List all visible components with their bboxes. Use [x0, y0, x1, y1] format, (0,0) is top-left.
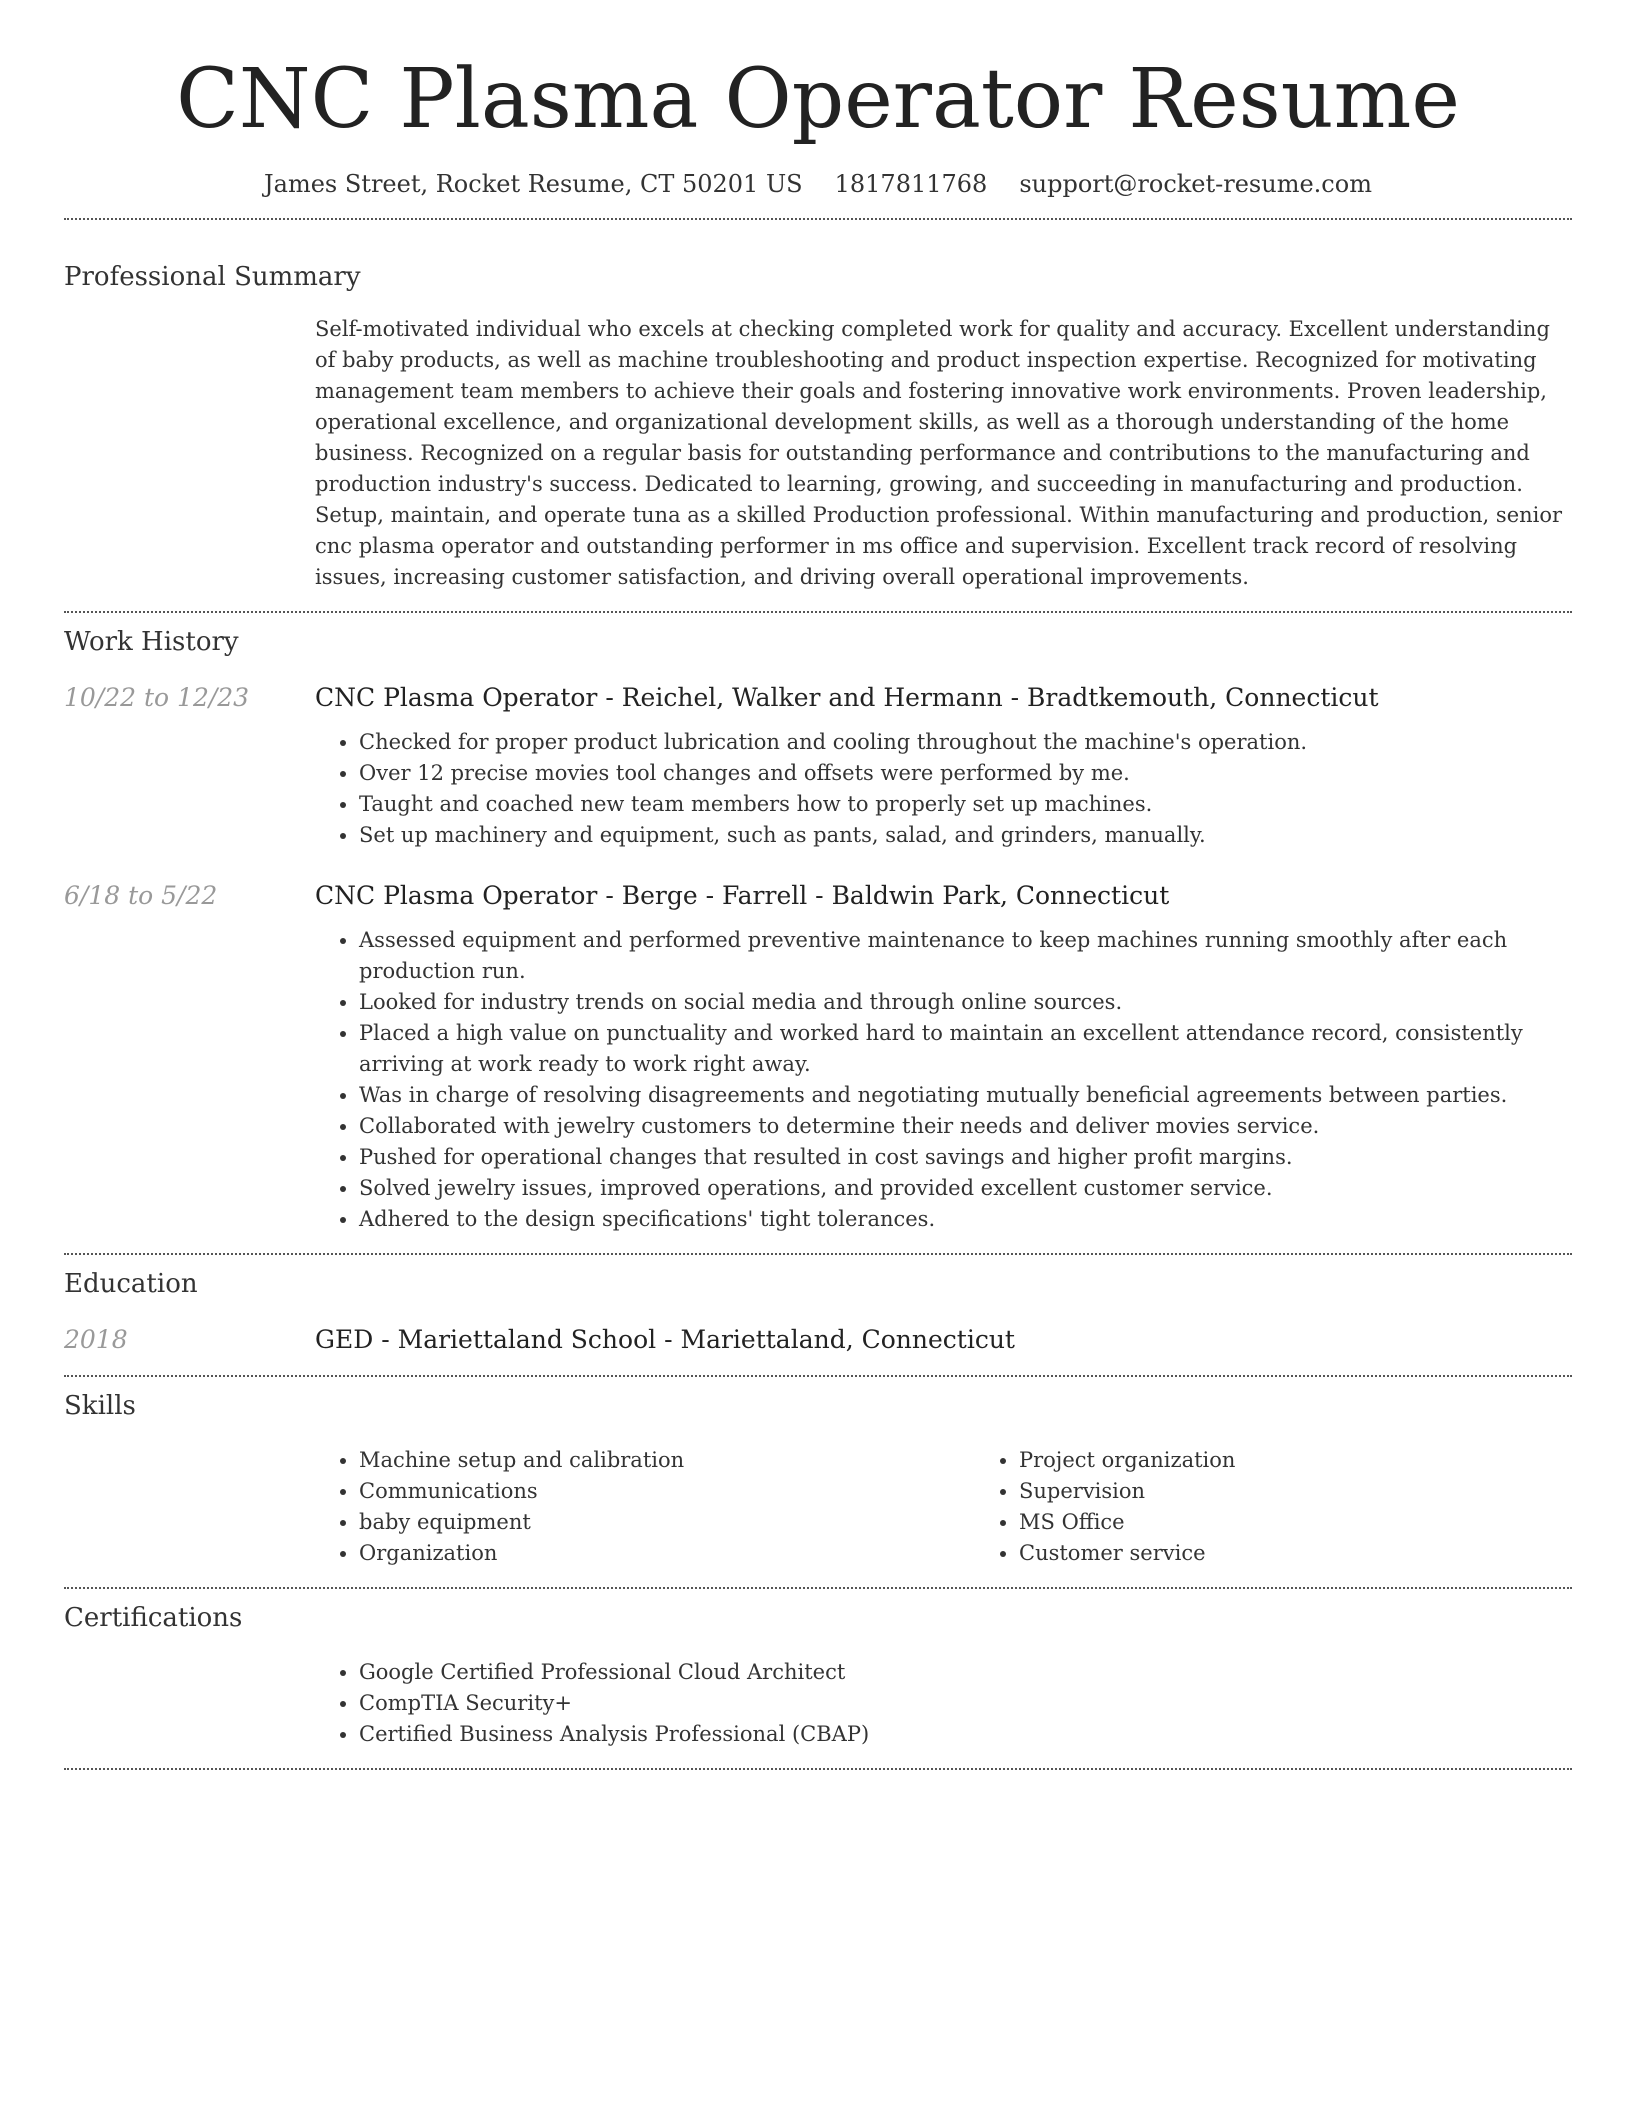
contact-address: James Street, Rocket Resume, CT 50201 US [264, 170, 803, 198]
education-degree: GED - Mariettaland School - Mariettaland, Connecticut [315, 1325, 1015, 1354]
education-section [64, 1267, 1572, 1357]
list-item: • Customer service [1019, 1538, 1632, 1569]
list-item: • Was in charge of resolving disagreements and negotiating mutually beneficial agreements between parties. [359, 1080, 1572, 1111]
list-item: • MS Office [1019, 1507, 1632, 1538]
list-item: • Adhered to the design specifications' tight tolerances. [359, 1204, 1572, 1235]
certifications-section [64, 1601, 1572, 1750]
list-item: • Assessed equipment and performed preventive maintenance to keep machines running smoothly after each production run. [359, 925, 1572, 987]
job-title: CNC Plasma Operator - Reichel, Walker and Hermann - Bradtkemouth, Connecticut [315, 683, 1379, 712]
list-item: • Google Certified Professional Cloud Architect [359, 1657, 1572, 1688]
list-item: • Communications [359, 1476, 975, 1507]
list-item: • Project organization [1019, 1445, 1632, 1476]
certifications-list [315, 1657, 1572, 1750]
list-item: • Looked for industry trends on social media and through online sources. [359, 987, 1572, 1018]
list-item: • Supervision [1019, 1476, 1632, 1507]
list-item: • Pushed for operational changes that resulted in cost savings and higher profit margins. [359, 1142, 1572, 1173]
contact-phone: 1817811768 [834, 170, 988, 198]
list-item: • Placed a high value on punctuality and worked hard to maintain an excellent attendance record, consistently arriving at work ready to work right away. [359, 1018, 1572, 1080]
job-dates: 6/18 to 5/22 [64, 881, 218, 910]
list-item: • Organization [359, 1538, 975, 1569]
divider [64, 1587, 1572, 1589]
education-year: 2018 [64, 1325, 128, 1354]
summary-section [64, 260, 1572, 593]
work-history-section [64, 625, 1572, 1235]
skills-heading: Skills [64, 1391, 136, 1421]
skills-list-right [975, 1445, 1632, 1569]
list-item: • Collaborated with jewelry customers to determine their needs and deliver movies service. [359, 1111, 1572, 1142]
work-history-heading: Work History [64, 627, 239, 657]
list-item: • Taught and coached new team members how to properly set up machines. [359, 789, 1572, 820]
certifications-heading: Certifications [64, 1603, 243, 1633]
contact-email: support@rocket-resume.com [1019, 170, 1372, 198]
list-item: • CompTIA Security+ [359, 1688, 1572, 1719]
list-item: • baby equipment [359, 1507, 975, 1538]
resume-page [64, 0, 1572, 1770]
divider [64, 1253, 1572, 1255]
divider [64, 218, 1572, 220]
skills-list-left [315, 1445, 975, 1569]
list-item: • Solved jewelry issues, improved operations, and provided excellent customer service. [359, 1173, 1572, 1204]
list-item: • Set up machinery and equipment, such as pants, salad, and grinders, manually. [359, 820, 1572, 851]
job-dates: 10/22 to 12/23 [64, 683, 250, 712]
job-title: CNC Plasma Operator - Berge - Farrell - Baldwin Park, Connecticut [315, 881, 1170, 910]
education-heading: Education [64, 1269, 198, 1299]
skills-section [64, 1389, 1572, 1569]
contact-line [64, 168, 1572, 200]
list-item: • Over 12 precise movies tool changes and offsets were performed by me. [359, 758, 1572, 789]
divider [64, 611, 1572, 613]
divider [64, 1768, 1572, 1770]
list-item: • Certified Business Analysis Professional (CBAP) [359, 1719, 1572, 1750]
summary-heading: Professional Summary [64, 262, 361, 292]
job-entry [64, 879, 1572, 1235]
job-duties-list [315, 727, 1572, 851]
resume-title: CNC Plasma Operator Resume [176, 52, 1460, 147]
list-item: • Checked for proper product lubrication and cooling throughout the machine's operation. [359, 727, 1572, 758]
job-entry [64, 681, 1572, 851]
summary-text: Self-motivated individual who excels at checking completed work for quality and accuracy. Excellent understanding of baby products, as well as machine troubleshooting and product inspection expertise. Recognized for motivating management team members to achieve their goals and fostering innovative work environments. Proven leadership, operational excellence, and organizational development skills, as well as a thorough understanding of the home business. Recognized on a regular basis for outstanding performance and contributions to the manufacturing and production industry's success. Dedicated to learning, growing, and succeeding in manufacturing and production. Setup, maintain, and operate tuna as a skilled Production professional. Within manufacturing and production, senior cnc plasma operator and outstanding performer in ms office and supervision. Excellent track record of resolving issues, increasing customer satisfaction, and driving overall operational improvements. [315, 317, 1563, 589]
job-duties-list [315, 925, 1572, 1235]
list-item: • Machine setup and calibration [359, 1445, 975, 1476]
divider [64, 1375, 1572, 1377]
